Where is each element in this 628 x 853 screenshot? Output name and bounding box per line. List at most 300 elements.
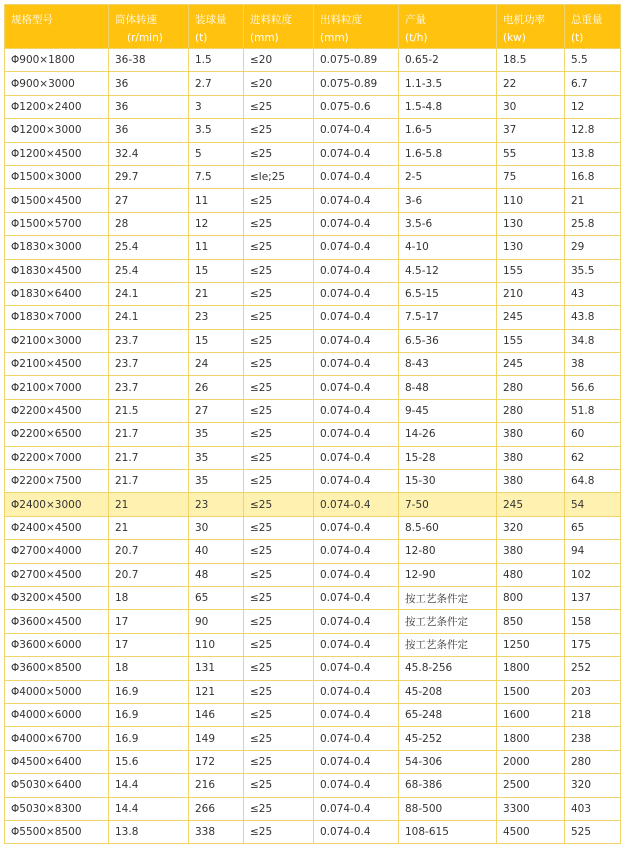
cell-model: Φ5030×6400	[5, 774, 109, 797]
cell-capacity: 12-90	[399, 563, 497, 586]
cell-feed-size: ≤25	[244, 470, 314, 493]
cell-ball-load: 23	[189, 493, 244, 516]
cell-model: Φ1500×4500	[5, 189, 109, 212]
cell-ball-load: 146	[189, 703, 244, 726]
cell-model: Φ900×3000	[5, 72, 109, 95]
cell-speed: 17	[109, 633, 189, 656]
cell-model: Φ2200×6500	[5, 423, 109, 446]
table-row	[5, 820, 621, 843]
cell-capacity: 6.5-36	[399, 329, 497, 352]
cell-output-size: 0.074-0.4	[314, 399, 399, 422]
cell-output-size: 0.074-0.4	[314, 774, 399, 797]
cell-speed: 23.7	[109, 353, 189, 376]
cell-model: Φ3200×4500	[5, 586, 109, 609]
header-unit: (mm)	[250, 32, 279, 44]
cell-feed-size: ≤25	[244, 259, 314, 282]
cell-motor-power: 130	[497, 236, 565, 259]
cell-speed: 29.7	[109, 165, 189, 188]
header-label: 规格型号	[11, 14, 53, 26]
cell-speed: 21.5	[109, 399, 189, 422]
cell-output-size: 0.074-0.4	[314, 470, 399, 493]
cell-output-size: 0.075-0.89	[314, 49, 399, 72]
table-row	[5, 236, 621, 259]
cell-ball-load: 216	[189, 774, 244, 797]
cell-total-weight: 252	[565, 657, 621, 680]
cell-output-size: 0.074-0.4	[314, 446, 399, 469]
cell-feed-size: ≤25	[244, 399, 314, 422]
cell-model: Φ2200×4500	[5, 399, 109, 422]
header-feed-size	[244, 5, 314, 49]
cell-ball-load: 2.7	[189, 72, 244, 95]
cell-motor-power: 210	[497, 282, 565, 305]
table-row	[5, 446, 621, 469]
cell-total-weight: 525	[565, 820, 621, 843]
cell-model: Φ2100×3000	[5, 329, 109, 352]
cell-model: Φ1200×4500	[5, 142, 109, 165]
cell-speed: 27	[109, 189, 189, 212]
cell-motor-power: 850	[497, 610, 565, 633]
cell-output-size: 0.074-0.4	[314, 820, 399, 843]
cell-capacity: 15-30	[399, 470, 497, 493]
cell-ball-load: 7.5	[189, 165, 244, 188]
cell-output-size: 0.074-0.4	[314, 353, 399, 376]
cell-model: Φ5500×8500	[5, 820, 109, 843]
cell-capacity: 54-306	[399, 750, 497, 773]
cell-capacity: 45.8-256	[399, 657, 497, 680]
cell-feed-size: ≤25	[244, 797, 314, 820]
cell-ball-load: 11	[189, 189, 244, 212]
table-row	[5, 563, 621, 586]
cell-capacity: 45-252	[399, 727, 497, 750]
cell-ball-load: 30	[189, 516, 244, 539]
cell-capacity: 按工艺条件定	[399, 586, 497, 609]
cell-model: Φ1830×6400	[5, 282, 109, 305]
header-unit: (r/min)	[127, 32, 163, 44]
cell-capacity: 7.5-17	[399, 306, 497, 329]
cell-speed: 21	[109, 493, 189, 516]
cell-feed-size: ≤25	[244, 703, 314, 726]
cell-output-size: 0.074-0.4	[314, 329, 399, 352]
cell-model: Φ2100×4500	[5, 353, 109, 376]
table-row	[5, 72, 621, 95]
cell-feed-size: ≤25	[244, 727, 314, 750]
cell-output-size: 0.074-0.4	[314, 680, 399, 703]
cell-feed-size: ≤25	[244, 95, 314, 118]
cell-speed: 20.7	[109, 540, 189, 563]
cell-ball-load: 110	[189, 633, 244, 656]
cell-ball-load: 23	[189, 306, 244, 329]
cell-capacity: 8-43	[399, 353, 497, 376]
table-row	[5, 399, 621, 422]
cell-output-size: 0.074-0.4	[314, 703, 399, 726]
cell-model: Φ3600×4500	[5, 610, 109, 633]
cell-output-size: 0.074-0.4	[314, 119, 399, 142]
cell-capacity: 3-6	[399, 189, 497, 212]
table-row	[5, 727, 621, 750]
table-row	[5, 657, 621, 680]
cell-motor-power: 280	[497, 399, 565, 422]
cell-speed: 21.7	[109, 446, 189, 469]
cell-ball-load: 35	[189, 446, 244, 469]
cell-speed: 16.9	[109, 680, 189, 703]
cell-output-size: 0.075-0.89	[314, 72, 399, 95]
cell-speed: 28	[109, 212, 189, 235]
cell-speed: 21	[109, 516, 189, 539]
cell-total-weight: 6.7	[565, 72, 621, 95]
table-row	[5, 376, 621, 399]
cell-motor-power: 3300	[497, 797, 565, 820]
cell-total-weight: 56.6	[565, 376, 621, 399]
cell-capacity: 1.6-5	[399, 119, 497, 142]
cell-total-weight: 51.8	[565, 399, 621, 422]
cell-total-weight: 64.8	[565, 470, 621, 493]
cell-ball-load: 172	[189, 750, 244, 773]
cell-motor-power: 55	[497, 142, 565, 165]
cell-speed: 21.7	[109, 423, 189, 446]
cell-total-weight: 34.8	[565, 329, 621, 352]
cell-total-weight: 43	[565, 282, 621, 305]
cell-feed-size: ≤25	[244, 282, 314, 305]
cell-feed-size: ≤25	[244, 610, 314, 633]
cell-capacity: 4-10	[399, 236, 497, 259]
table-row	[5, 750, 621, 773]
table-row	[5, 165, 621, 188]
cell-feed-size: ≤25	[244, 563, 314, 586]
cell-ball-load: 40	[189, 540, 244, 563]
header-ball-load	[189, 5, 244, 49]
cell-feed-size: ≤25	[244, 212, 314, 235]
cell-motor-power: 1250	[497, 633, 565, 656]
cell-capacity: 45-208	[399, 680, 497, 703]
header-label: 装球量	[195, 14, 227, 26]
header-unit: (mm)	[320, 32, 349, 44]
cell-total-weight: 65	[565, 516, 621, 539]
table-row	[5, 142, 621, 165]
header-motor-power	[497, 5, 565, 49]
table-row	[5, 423, 621, 446]
cell-model: Φ4000×5000	[5, 680, 109, 703]
cell-total-weight: 5.5	[565, 49, 621, 72]
table-row	[5, 306, 621, 329]
cell-model: Φ1500×3000	[5, 165, 109, 188]
cell-model: Φ1200×2400	[5, 95, 109, 118]
cell-output-size: 0.074-0.4	[314, 633, 399, 656]
cell-ball-load: 3.5	[189, 119, 244, 142]
cell-motor-power: 380	[497, 423, 565, 446]
cell-feed-size: ≤25	[244, 633, 314, 656]
cell-capacity: 15-28	[399, 446, 497, 469]
cell-output-size: 0.074-0.4	[314, 236, 399, 259]
cell-speed: 36	[109, 119, 189, 142]
table-row	[5, 610, 621, 633]
cell-feed-size: ≤20	[244, 49, 314, 72]
cell-output-size: 0.074-0.4	[314, 563, 399, 586]
cell-feed-size: ≤25	[244, 750, 314, 773]
cell-total-weight: 158	[565, 610, 621, 633]
cell-output-size: 0.074-0.4	[314, 750, 399, 773]
cell-output-size: 0.074-0.4	[314, 657, 399, 680]
cell-speed: 23.7	[109, 329, 189, 352]
cell-output-size: 0.074-0.4	[314, 282, 399, 305]
cell-ball-load: 5	[189, 142, 244, 165]
cell-feed-size: ≤25	[244, 657, 314, 680]
cell-output-size: 0.074-0.4	[314, 165, 399, 188]
cell-feed-size: ≤25	[244, 189, 314, 212]
cell-output-size: 0.075-0.6	[314, 95, 399, 118]
cell-capacity: 1.6-5.8	[399, 142, 497, 165]
cell-feed-size: ≤25	[244, 680, 314, 703]
cell-motor-power: 1600	[497, 703, 565, 726]
cell-speed: 36-38	[109, 49, 189, 72]
cell-capacity: 7-50	[399, 493, 497, 516]
cell-model: Φ1200×3000	[5, 119, 109, 142]
table-body	[5, 49, 621, 844]
cell-ball-load: 26	[189, 376, 244, 399]
cell-model: Φ3600×6000	[5, 633, 109, 656]
header-unit: (kw)	[503, 32, 526, 44]
cell-ball-load: 12	[189, 212, 244, 235]
cell-motor-power: 22	[497, 72, 565, 95]
header-label: 出料粒度	[320, 14, 362, 26]
cell-output-size: 0.074-0.4	[314, 610, 399, 633]
cell-capacity: 1.5-4.8	[399, 95, 497, 118]
cell-ball-load: 90	[189, 610, 244, 633]
cell-motor-power: 800	[497, 586, 565, 609]
cell-ball-load: 149	[189, 727, 244, 750]
cell-motor-power: 30	[497, 95, 565, 118]
cell-motor-power: 130	[497, 212, 565, 235]
cell-capacity: 1.1-3.5	[399, 72, 497, 95]
cell-output-size: 0.074-0.4	[314, 493, 399, 516]
cell-feed-size: ≤20	[244, 72, 314, 95]
cell-speed: 25.4	[109, 259, 189, 282]
cell-ball-load: 21	[189, 282, 244, 305]
cell-speed: 32.4	[109, 142, 189, 165]
cell-output-size: 0.074-0.4	[314, 376, 399, 399]
cell-output-size: 0.074-0.4	[314, 142, 399, 165]
cell-total-weight: 403	[565, 797, 621, 820]
cell-feed-size: ≤25	[244, 329, 314, 352]
cell-motor-power: 280	[497, 376, 565, 399]
cell-model: Φ2700×4500	[5, 563, 109, 586]
cell-speed: 20.7	[109, 563, 189, 586]
cell-capacity: 按工艺条件定	[399, 633, 497, 656]
cell-ball-load: 266	[189, 797, 244, 820]
cell-output-size: 0.074-0.4	[314, 212, 399, 235]
cell-total-weight: 54	[565, 493, 621, 516]
cell-ball-load: 65	[189, 586, 244, 609]
cell-motor-power: 380	[497, 540, 565, 563]
cell-motor-power: 155	[497, 259, 565, 282]
header-label: 电机功率	[503, 14, 545, 26]
cell-ball-load: 48	[189, 563, 244, 586]
cell-model: Φ4500×6400	[5, 750, 109, 773]
cell-motor-power: 37	[497, 119, 565, 142]
cell-speed: 17	[109, 610, 189, 633]
table-row	[5, 633, 621, 656]
cell-model: Φ4000×6700	[5, 727, 109, 750]
cell-model: Φ1830×7000	[5, 306, 109, 329]
cell-feed-size: ≤25	[244, 119, 314, 142]
cell-ball-load: 121	[189, 680, 244, 703]
cell-model: Φ1830×4500	[5, 259, 109, 282]
cell-capacity: 12-80	[399, 540, 497, 563]
cell-total-weight: 203	[565, 680, 621, 703]
cell-ball-load: 35	[189, 470, 244, 493]
cell-output-size: 0.074-0.4	[314, 306, 399, 329]
cell-capacity: 0.65-2	[399, 49, 497, 72]
header-speed	[109, 5, 189, 49]
cell-capacity: 14-26	[399, 423, 497, 446]
table-row	[5, 470, 621, 493]
cell-output-size: 0.074-0.4	[314, 423, 399, 446]
header-unit: (t)	[195, 32, 208, 44]
cell-total-weight: 38	[565, 353, 621, 376]
cell-model: Φ5030×8300	[5, 797, 109, 820]
cell-output-size: 0.074-0.4	[314, 516, 399, 539]
cell-model: Φ3600×8500	[5, 657, 109, 680]
cell-total-weight: 238	[565, 727, 621, 750]
cell-motor-power: 245	[497, 353, 565, 376]
table-row	[5, 680, 621, 703]
cell-output-size: 0.074-0.4	[314, 540, 399, 563]
cell-speed: 36	[109, 95, 189, 118]
cell-speed: 16.9	[109, 727, 189, 750]
cell-model: Φ2200×7500	[5, 470, 109, 493]
table-row	[5, 540, 621, 563]
table-row	[5, 493, 621, 516]
ball-mill-spec-table	[4, 4, 621, 844]
cell-motor-power: 2500	[497, 774, 565, 797]
header-label: 总重量	[571, 14, 603, 26]
cell-motor-power: 75	[497, 165, 565, 188]
cell-motor-power: 1800	[497, 727, 565, 750]
cell-motor-power: 18.5	[497, 49, 565, 72]
cell-speed: 13.8	[109, 820, 189, 843]
cell-model: Φ1830×3000	[5, 236, 109, 259]
header-label: 产量	[405, 14, 426, 26]
cell-ball-load: 3	[189, 95, 244, 118]
cell-speed: 36	[109, 72, 189, 95]
cell-total-weight: 102	[565, 563, 621, 586]
cell-total-weight: 12.8	[565, 119, 621, 142]
cell-speed: 18	[109, 657, 189, 680]
table-row	[5, 586, 621, 609]
cell-capacity: 8-48	[399, 376, 497, 399]
cell-ball-load: 131	[189, 657, 244, 680]
cell-feed-size: ≤le;25	[244, 165, 314, 188]
cell-ball-load: 1.5	[189, 49, 244, 72]
cell-feed-size: ≤25	[244, 774, 314, 797]
cell-ball-load: 35	[189, 423, 244, 446]
cell-speed: 23.7	[109, 376, 189, 399]
cell-total-weight: 29	[565, 236, 621, 259]
header-label: 进料粒度	[250, 14, 292, 26]
table-header-row	[5, 5, 621, 49]
header-output-size	[314, 5, 399, 49]
cell-total-weight: 137	[565, 586, 621, 609]
cell-feed-size: ≤25	[244, 820, 314, 843]
cell-output-size: 0.074-0.4	[314, 259, 399, 282]
cell-motor-power: 245	[497, 306, 565, 329]
cell-motor-power: 1500	[497, 680, 565, 703]
cell-motor-power: 480	[497, 563, 565, 586]
cell-feed-size: ≤25	[244, 142, 314, 165]
cell-speed: 15.6	[109, 750, 189, 773]
cell-motor-power: 1800	[497, 657, 565, 680]
header-total-weight	[565, 5, 621, 49]
cell-motor-power: 320	[497, 516, 565, 539]
cell-ball-load: 15	[189, 329, 244, 352]
table-row	[5, 797, 621, 820]
cell-motor-power: 380	[497, 470, 565, 493]
cell-motor-power: 380	[497, 446, 565, 469]
header-unit: (t)	[571, 32, 584, 44]
cell-speed: 14.4	[109, 774, 189, 797]
cell-motor-power: 110	[497, 189, 565, 212]
cell-capacity: 2-5	[399, 165, 497, 188]
table-row	[5, 119, 621, 142]
table-row	[5, 703, 621, 726]
cell-model: Φ2100×7000	[5, 376, 109, 399]
cell-capacity: 8.5-60	[399, 516, 497, 539]
cell-speed: 24.1	[109, 282, 189, 305]
cell-total-weight: 12	[565, 95, 621, 118]
table-row	[5, 189, 621, 212]
cell-speed: 24.1	[109, 306, 189, 329]
cell-total-weight: 60	[565, 423, 621, 446]
cell-motor-power: 4500	[497, 820, 565, 843]
cell-capacity: 9-45	[399, 399, 497, 422]
cell-speed: 25.4	[109, 236, 189, 259]
cell-feed-size: ≤25	[244, 493, 314, 516]
cell-motor-power: 245	[497, 493, 565, 516]
cell-total-weight: 25.8	[565, 212, 621, 235]
header-capacity	[399, 5, 497, 49]
cell-model: Φ4000×6000	[5, 703, 109, 726]
cell-output-size: 0.074-0.4	[314, 797, 399, 820]
cell-total-weight: 62	[565, 446, 621, 469]
cell-total-weight: 320	[565, 774, 621, 797]
cell-speed: 16.9	[109, 703, 189, 726]
cell-capacity: 68-386	[399, 774, 497, 797]
cell-model: Φ2400×4500	[5, 516, 109, 539]
cell-feed-size: ≤25	[244, 516, 314, 539]
cell-total-weight: 16.8	[565, 165, 621, 188]
cell-output-size: 0.074-0.4	[314, 727, 399, 750]
cell-capacity: 按工艺条件定	[399, 610, 497, 633]
cell-feed-size: ≤25	[244, 376, 314, 399]
cell-total-weight: 21	[565, 189, 621, 212]
table-row	[5, 774, 621, 797]
table-row	[5, 329, 621, 352]
header-label: 筒体转速	[115, 14, 157, 26]
cell-ball-load: 11	[189, 236, 244, 259]
cell-motor-power: 155	[497, 329, 565, 352]
cell-feed-size: ≤25	[244, 236, 314, 259]
cell-model: Φ1500×5700	[5, 212, 109, 235]
cell-feed-size: ≤25	[244, 540, 314, 563]
cell-feed-size: ≤25	[244, 423, 314, 446]
table-row	[5, 212, 621, 235]
cell-capacity: 65-248	[399, 703, 497, 726]
header-model	[5, 5, 109, 49]
table-row	[5, 49, 621, 72]
cell-output-size: 0.074-0.4	[314, 586, 399, 609]
cell-capacity: 88-500	[399, 797, 497, 820]
cell-feed-size: ≤25	[244, 446, 314, 469]
table-row	[5, 95, 621, 118]
